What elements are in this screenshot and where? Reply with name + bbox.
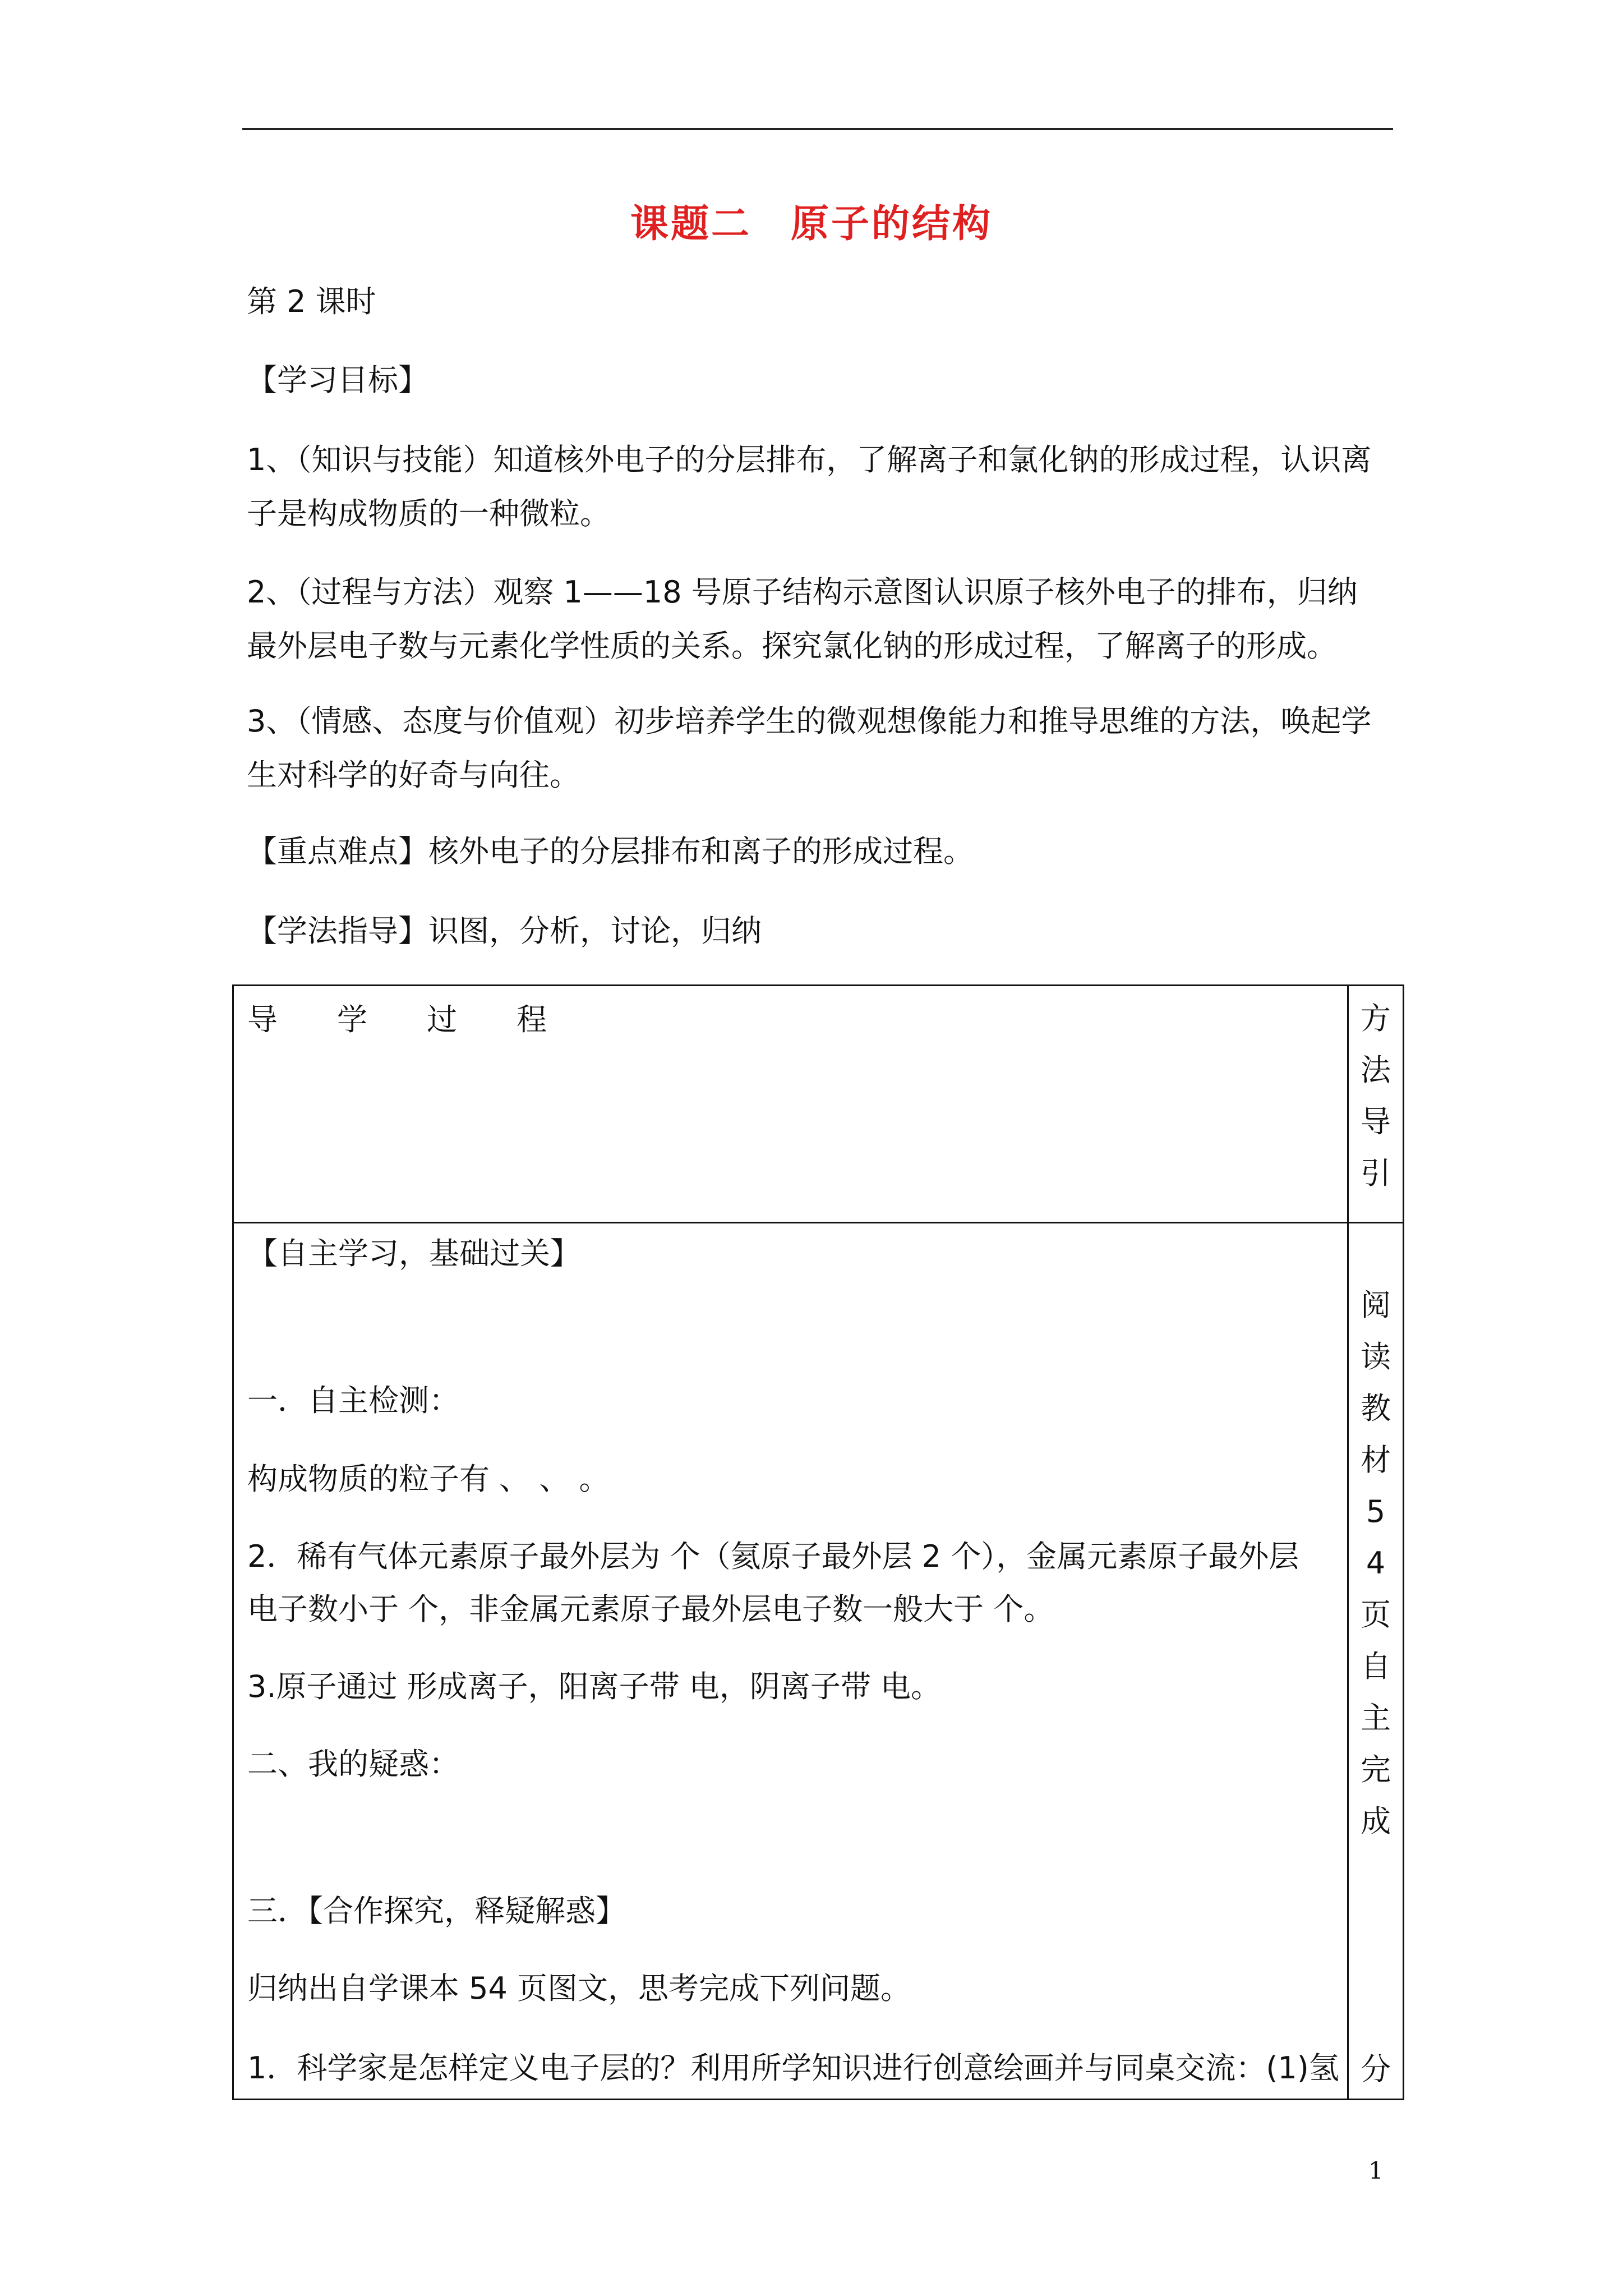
header-left-label: 导 学 过 程 [247, 1002, 547, 1037]
page-title [0, 194, 1623, 248]
intro-text: 归纳出自学课本 54 页图文，思考完成下列问题。 [247, 1971, 911, 2006]
header-right-cell [1348, 986, 1404, 1223]
body-left-cell [233, 1223, 1348, 2100]
title-part2: 原子的结构 [791, 202, 993, 246]
key-points: 【重点难点】核外电子的分层排布和离子的形成过程。 [247, 834, 974, 869]
table-body-row [233, 1223, 1404, 2100]
study-method: 【学法指导】识图，分析，讨论，归纳 [247, 913, 762, 949]
question-1: 构成物质的粒子有 、 、 。 [247, 1461, 610, 1497]
objective-1-line1: 1、（知识与技能）知道核外电子的分层排布，了解离子和氯化钠的形成过程，认识离 [247, 442, 1372, 477]
objective-1-line2: 子是构成物质的一种微粒。 [247, 496, 610, 531]
question-2-line1: 2．稀有气体元素原子最外层为 个（氦原子最外层 2 个），金属元素原子最外层 [247, 1539, 1299, 1574]
side-note-2: 分 [1361, 2051, 1391, 2087]
question-last: 1．科学家是怎样定义电子层的？利用所学知识进行创意绘画并与同桌交流：(1)氢 [247, 2050, 1339, 2086]
doubt-heading: 二、我的疑惑： [247, 1746, 459, 1782]
objective-3-line1: 3、（情感、态度与价值观）初步培养学生的微观想像能力和推导思维的方法，唤起学 [247, 703, 1372, 739]
body-right-cell [1348, 1223, 1404, 2100]
page-number: 1 [1368, 2157, 1384, 2184]
side-note: 阅 读 教 材 5 4 页 自 主 完 成 [1361, 1287, 1391, 1839]
header-rule [242, 128, 1393, 130]
objective-2-line1: 2、（过程与方法）观察 1——18 号原子结构示意图认识原子核外电子的排布，归纳 [247, 574, 1358, 610]
lesson-label: 第 2 课时 [247, 284, 376, 319]
objective-2-line2: 最外层电子数与元素化学性质的关系。探究氯化钠的形成过程，了解离子的形成。 [247, 628, 1337, 664]
section-cooperate: 三．【合作探究，释疑解惑】 [247, 1893, 626, 1929]
question-3: 3.原子通过 形成离子，阳离子带 电，阴离子带 电。 [247, 1669, 942, 1704]
table-header-row [233, 986, 1404, 1223]
objective-3-line2: 生对科学的好奇与向往。 [247, 757, 580, 793]
self-check-heading: 一．自主检测： [247, 1383, 459, 1418]
section-self-study: 【自主学习，基础过关】 [247, 1236, 580, 1271]
header-right-label: 方 法 导 引 [1361, 1001, 1391, 1191]
objectives-heading: 【学习目标】 [247, 362, 428, 398]
question-2-line2: 电子数小于 个，非金属元素原子最外层电子数一般大于 个。 [247, 1591, 1054, 1627]
guide-table [232, 984, 1404, 2100]
title-part1: 课题二 [630, 202, 751, 246]
header-left-cell [233, 986, 1348, 1223]
